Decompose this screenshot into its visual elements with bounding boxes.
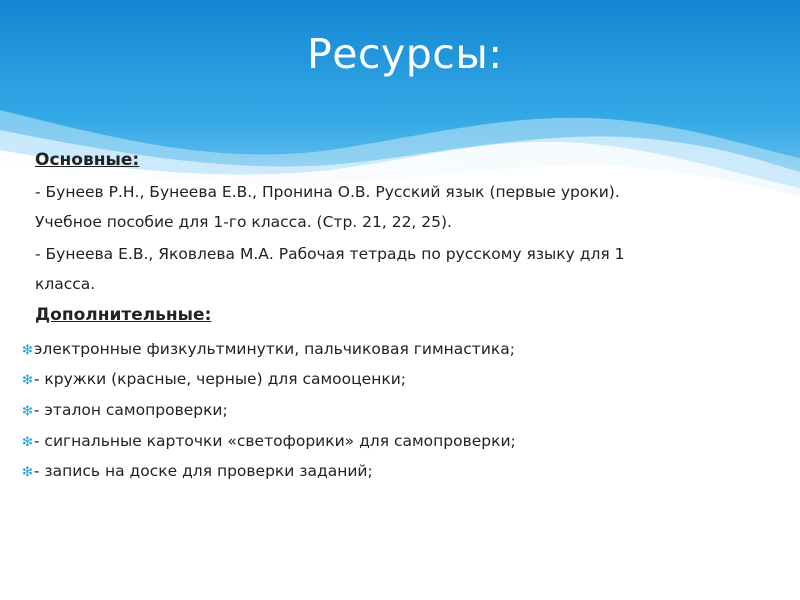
main-line: - Бунеева Е.В., Яковлева М.А. Рабочая тетрадь по русскому языку для 1: [35, 245, 625, 263]
additional-list-item: [22, 432, 516, 450]
main-line: - Бунеев Р.Н., Бунеева Е.В., Пронина О.В. Русский язык (первые уроки).: [35, 183, 620, 201]
list-item-text: - эталон самопроверки;: [33, 401, 228, 419]
additional-list-item: [22, 370, 406, 388]
asterisk-bullet-icon: ❇: [22, 465, 33, 480]
main-line: класса.: [35, 275, 96, 293]
additional-list-item: [22, 462, 373, 480]
slide-title: Ресурсы:: [307, 30, 503, 78]
list-item-text: - сигнальные карточки «светофорики» для самопроверки;: [33, 432, 516, 450]
main-heading: Основные:: [35, 150, 140, 170]
additional-list-item: [22, 401, 228, 419]
list-item-text: - запись на доске для проверки заданий;: [33, 462, 373, 480]
asterisk-bullet-icon: ❇: [22, 373, 33, 388]
asterisk-bullet-icon: ❇: [22, 404, 33, 419]
asterisk-bullet-icon: ❇: [22, 435, 33, 450]
list-item-text: электронные физкультминутки, пальчиковая гимнастика;: [33, 340, 515, 358]
list-item-text: - кружки (красные, черные) для самооценки;: [33, 370, 407, 388]
main-line: Учебное пособие для 1-го класса. (Стр. 21, 22, 25).: [35, 213, 452, 231]
asterisk-bullet-icon: ❇: [22, 343, 33, 358]
additional-list-item: [22, 340, 515, 358]
additional-heading: Дополнительные:: [35, 305, 212, 325]
